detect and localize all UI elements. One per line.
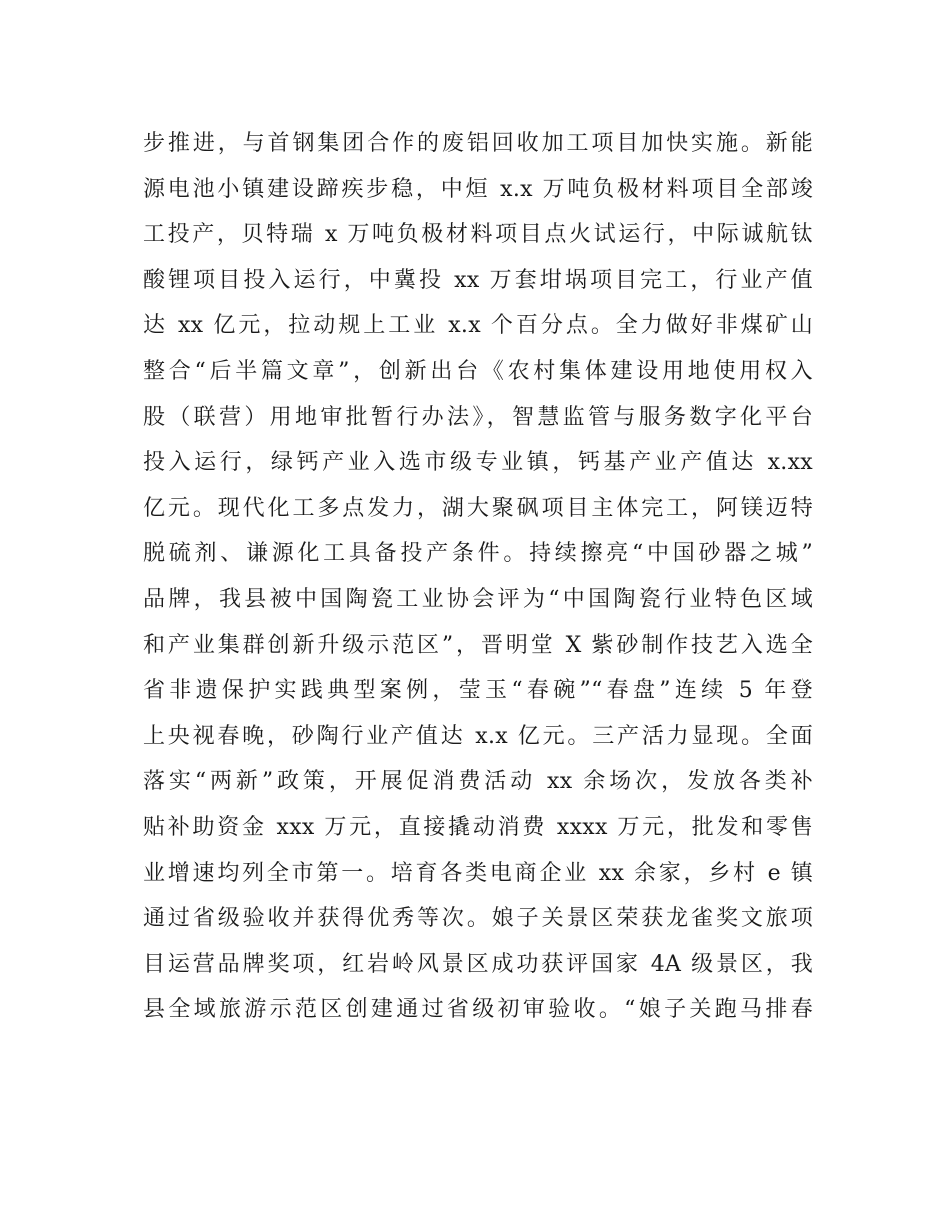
text-line: 酸锂项目投入运行，中冀投 xx 万套坩埚项目完工，行业产值 xyxy=(143,267,813,293)
text-line: 县全域旅游示范区创建通过省级初审验收。“娘子关跑马排春 xyxy=(143,997,813,1023)
text-line: 业增速均列全市第一。培育各类电商企业 xx 余家，乡村 e 镇 xyxy=(143,860,813,886)
text-line: 落实“两新”政策，开展促消费活动 xx 余场次，发放各类补 xyxy=(143,769,813,795)
text-line: 目运营品牌奖项，红岩岭风景区成功获评国家 4A 级景区，我 xyxy=(143,951,813,977)
text-line: 源电池小镇建设蹄疾步稳，中烜 x.x 万吨负极材料项目全部竣 xyxy=(143,176,813,202)
text-line: 亿元。现代化工多点发力，湖大聚砜项目主体完工，阿镁迈特 xyxy=(143,495,813,521)
text-line: 投入运行，绿钙产业入选市级专业镇，钙基产业产值达 x.xx xyxy=(143,450,813,476)
text-line: 省非遗保护实践典型案例，莹玉“春碗”“春盘”连续 5 年登 xyxy=(143,678,813,704)
text-line: 脱硫剂、谦源化工具备投产条件。持续擦亮“中国砂器之城” xyxy=(143,541,813,567)
body-paragraph xyxy=(143,121,813,1033)
text-line: 达 xx 亿元，拉动规上工业 x.x 个百分点。全力做好非煤矿山 xyxy=(143,313,813,339)
text-line: 股（联营）用地审批暂行办法》，智慧监管与服务数字化平台 xyxy=(143,404,813,430)
text-line: 工投产，贝特瑞 x 万吨负极材料项目点火试运行，中际诚航钛 xyxy=(143,222,813,248)
text-line: 通过省级验收并获得优秀等次。娘子关景区荣获龙雀奖文旅项 xyxy=(143,906,813,932)
text-line: 贴补助资金 xxx 万元，直接撬动消费 xxxx 万元，批发和零售 xyxy=(143,814,813,840)
text-line: 上央视春晚，砂陶行业产值达 x.x 亿元。三产活力显现。全面 xyxy=(143,723,813,749)
text-line: 整合“后半篇文章”，创新出台《农村集体建设用地使用权入 xyxy=(143,358,813,384)
text-line: 步推进，与首钢集团合作的废铝回收加工项目加快实施。新能 xyxy=(143,131,813,156)
text-line: 品牌，我县被中国陶瓷工业协会评为“中国陶瓷行业特色区域 xyxy=(143,586,813,612)
text-line: 和产业集群创新升级示范区”，晋明堂 X 紫砂制作技艺入选全 xyxy=(143,632,813,658)
